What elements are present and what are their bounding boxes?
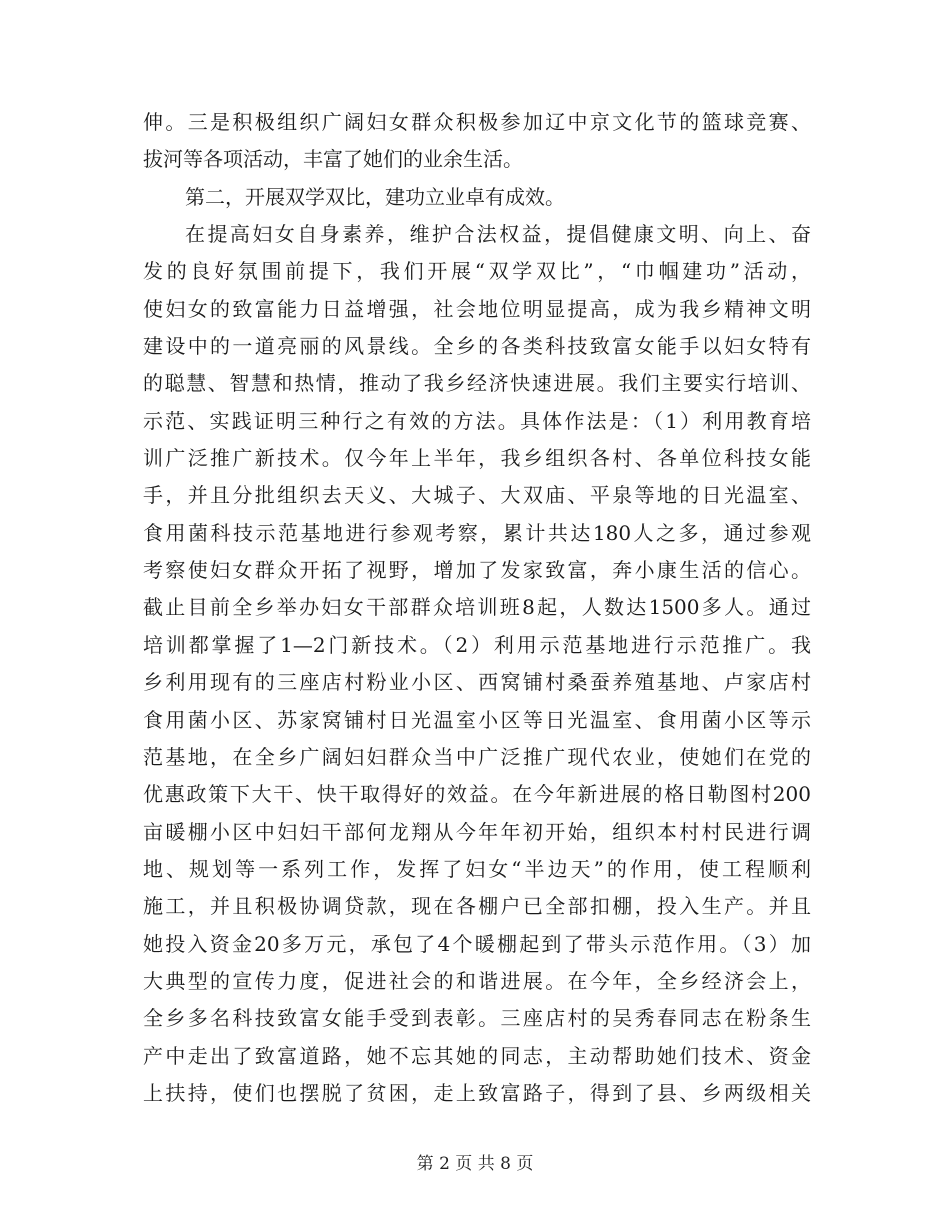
text-line: 食用菌小区、苏家窝铺村日光温室小区等日光温室、食用菌小区等示 — [143, 707, 811, 732]
text-line: 优惠政策下大干、快干取得好的效益。在今年新进展的格日勒图村200 — [143, 782, 811, 807]
text-line: 的聪慧、智慧和热情，推动了我乡经济快速进展。我们主要实行培训、 — [143, 371, 811, 396]
text-line: 使妇女的致富能力日益增强，社会地位明显提高，成为我乡精神文明 — [143, 296, 811, 321]
text-line: 施工，并且积极协调贷款，现在各棚户已全部扣棚，投入生产。并且 — [143, 894, 811, 919]
text-line: 示范、实践证明三种行之有效的方法。具体作法是：（1）利用教育培 — [143, 408, 811, 433]
text-line: 全乡多名科技致富女能手受到表彰。三座店村的吴秀春同志在粉条生 — [143, 1006, 811, 1031]
text-line: 手，并且分批组织去天义、大城子、大双庙、平泉等地的日光温室、 — [143, 483, 811, 508]
text-line: 训广泛推广新技术。仅今年上半年，我乡组织各村、各单位科技女能 — [143, 446, 811, 471]
text-line: 发的良好氛围前提下，我们开展“双学双比”，“巾帼建功”活动， — [143, 259, 811, 284]
page-number-label: 第 2 页 共 8 页 — [416, 1154, 534, 1174]
text-line: 考察使妇女群众开拓了视野，增加了发家致富，奔小康生活的信心。 — [143, 558, 811, 583]
text-line: 乡利用现有的三座店村粉业小区、西窝铺村桑蚕养殖基地、卢家店村 — [143, 670, 811, 695]
text-line: 地、规划等一系列工作，发挥了妇女“半边天”的作用，使工程顺利 — [143, 856, 811, 881]
text-line: 培训都掌握了1—2门新技术。（2）利用示范基地进行示范推广。我 — [143, 632, 811, 657]
text-line: 在提高妇女自身素养，维护合法权益，提倡健康文明、向上、奋 — [185, 222, 811, 247]
text-line: 拔河等各项活动，丰富了她们的业余生活。 — [143, 147, 523, 172]
page-footer — [0, 1152, 950, 1176]
document-body — [143, 104, 811, 1112]
text-line: 第二，开展双学双比，建功立业卓有成效。 — [185, 184, 565, 209]
text-line: 截止目前全乡举办妇女干部群众培训班8起，人数达1500多人。通过 — [143, 595, 811, 620]
text-line: 建设中的一道亮丽的风景线。全乡的各类科技致富女能手以妇女特有 — [143, 334, 811, 359]
text-line: 伸。三是积极组织广阔妇女群众积极参加辽中京文化节的篮球竞赛、 — [143, 110, 811, 134]
text-line: 大典型的宣传力度，促进社会的和谐进展。在今年，全乡经济会上， — [143, 968, 811, 993]
text-line: 食用菌科技示范基地进行参观考察，累计共达180人之多，通过参观 — [143, 520, 811, 545]
text-line: 范基地，在全乡广阔妇妇群众当中广泛推广现代农业，使她们在党的 — [143, 744, 811, 769]
text-line: 她投入资金20多万元，承包了4个暖棚起到了带头示范作用。（3）加 — [143, 931, 811, 956]
text-line: 亩暖棚小区中妇妇干部何龙翔从今年年初开始，组织本村村民进行调 — [143, 819, 811, 844]
text-line: 上扶持，使们也摆脱了贫困，走上致富路子，得到了县、乡两级相关 — [143, 1080, 811, 1105]
text-line: 产中走出了致富道路，她不忘其她的同志，主动帮助她们技术、资金 — [143, 1043, 811, 1068]
